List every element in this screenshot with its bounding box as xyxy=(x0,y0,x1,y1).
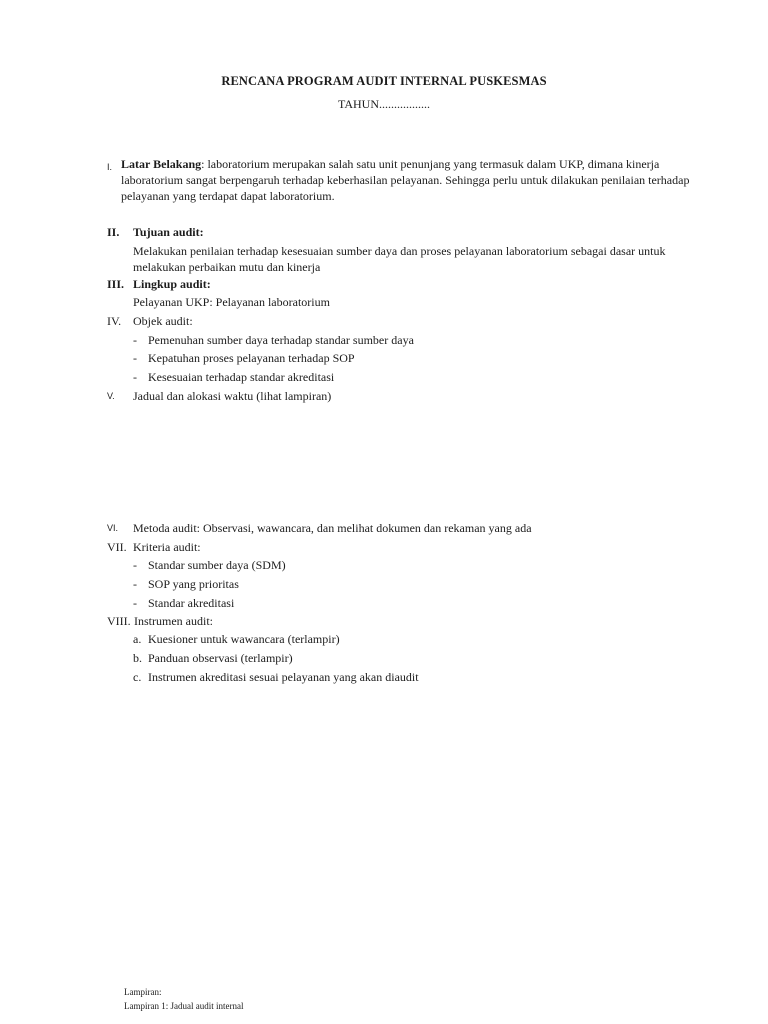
section-7-item: Standar sumber daya (SDM) xyxy=(148,558,286,572)
section-7-heading: Kriteria audit: xyxy=(133,540,201,554)
section-7-number: VII. xyxy=(107,540,127,554)
section-5-number: V. xyxy=(107,391,115,401)
section-1-number: I. xyxy=(107,162,113,172)
footer-lampiran-label: Lampiran: xyxy=(124,987,162,997)
section-6-text: Metoda audit: Observasi, wawancara, dan melihat dokumen dan rekaman yang ada xyxy=(133,521,532,535)
section-1-body xyxy=(121,156,711,204)
section-7-item: SOP yang prioritas xyxy=(148,577,239,591)
section-4-item: Kesesuaian terhadap standar akreditasi xyxy=(148,370,335,384)
section-4-number: IV. xyxy=(107,314,122,328)
section-8-item: Kuesioner untuk wawancara (terlampir) xyxy=(148,632,340,646)
section-8-item: Panduan observasi (terlampir) xyxy=(148,651,293,665)
section-6-number: VI. xyxy=(107,523,119,533)
footer-lampiran-item: Lampiran 1: Jadual audit internal xyxy=(124,1001,244,1011)
list-bullet-dash: - xyxy=(133,596,137,610)
section-3-heading: Lingkup audit: xyxy=(133,277,211,291)
section-1-heading: Latar Belakang xyxy=(121,157,202,171)
list-bullet-dash: - xyxy=(133,370,137,384)
list-marker: b. xyxy=(133,651,142,665)
section-2-heading: Tujuan audit: xyxy=(133,225,204,239)
section-8-number: VIII. xyxy=(107,614,131,628)
section-7-item: Standar akreditasi xyxy=(148,596,235,610)
document-title: RENCANA PROGRAM AUDIT INTERNAL PUSKESMAS xyxy=(221,74,547,88)
section-4-heading: Objek audit: xyxy=(133,314,193,328)
section-3-text: Pelayanan UKP: Pelayanan laboratorium xyxy=(133,295,330,309)
section-2-number: II. xyxy=(107,225,120,239)
list-bullet-dash: - xyxy=(133,333,137,347)
section-4-item: Pemenuhan sumber daya terhadap standar sumber daya xyxy=(148,333,414,347)
list-bullet-dash: - xyxy=(133,558,137,572)
section-8-item: Instrumen akreditasi sesuai pelayanan yang akan diaudit xyxy=(148,670,419,684)
section-3-number: III. xyxy=(107,277,125,291)
list-marker: c. xyxy=(133,670,142,684)
document-year: TAHUN................. xyxy=(337,97,431,111)
section-4-item: Kepatuhan proses pelayanan terhadap SOP xyxy=(148,351,355,365)
section-5-text: Jadual dan alokasi waktu (lihat lampiran) xyxy=(133,389,332,403)
section-1-text: : laboratorium merupakan salah satu unit penunjang yang termasuk dalam UKP, dimana kinerja laboratorium sangat berpengaruh terhadap keberhasilan pelayanan. Sehingga perlu untuk dilakukan penilaian terhadap pelayanan yang terdapat dapat laboratorium. xyxy=(121,157,690,203)
list-marker: a. xyxy=(133,632,142,646)
section-2-text: Melakukan penilaian terhadap kesesuaian sumber daya dan proses pelayanan laboratorium sebagai dasar untuk melakukan perbaikan mutu dan kinerja xyxy=(133,244,666,274)
list-bullet-dash: - xyxy=(133,351,137,365)
list-bullet-dash: - xyxy=(133,577,137,591)
section-8-heading: Instrumen audit: xyxy=(134,614,213,628)
